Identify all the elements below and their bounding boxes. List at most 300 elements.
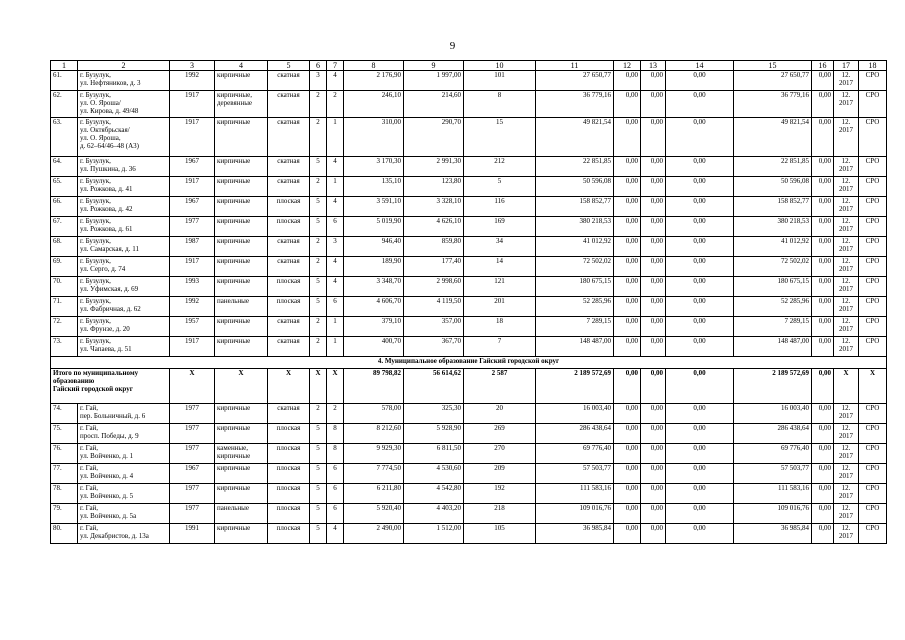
cell-c7: 4 — [327, 277, 344, 297]
cell-year: 1917 — [170, 257, 215, 277]
cell-c17: 12. 2017 — [834, 177, 859, 197]
cell-c7: 4 — [327, 71, 344, 91]
cell-n: 64. — [51, 157, 78, 177]
cell-c16: 0,00 — [812, 424, 834, 444]
cell-year: 1977 — [170, 444, 215, 464]
cell-c7: 4 — [327, 157, 344, 177]
cell-walls: кирпичные — [215, 277, 268, 297]
cell-c11: 69 776,40 — [536, 444, 614, 464]
table-row — [51, 504, 887, 524]
table-row — [51, 91, 887, 118]
column-number-row — [51, 61, 887, 71]
cell-n: 69. — [51, 257, 78, 277]
cell-c6: 5 — [310, 297, 327, 317]
cell-walls: кирпичные — [215, 257, 268, 277]
cell-year: 1917 — [170, 91, 215, 118]
cell-c12: 0,00 — [614, 337, 641, 357]
table-body — [51, 61, 887, 544]
cell-c16: 0,00 — [812, 197, 834, 217]
cell-c16: 0,00 — [812, 444, 834, 464]
cell-c12: 0,00 — [614, 157, 641, 177]
cell-c15: 111 583,16 — [734, 484, 812, 504]
cell-c9: 3 328,10 — [404, 197, 464, 217]
column-number: 10 — [464, 61, 536, 71]
cell-c12: 0,00 — [614, 257, 641, 277]
total-row — [51, 369, 887, 404]
cell-addr: г. Бузулук, ул. Фрунзе, д. 20 — [78, 317, 170, 337]
cell-addr: г. Бузулук, ул. Рожкова, д. 41 — [78, 177, 170, 197]
cell-c12: 0,00 — [614, 197, 641, 217]
cell-year: 1917 — [170, 118, 215, 157]
cell-roof: скатная — [268, 91, 310, 118]
cell-c9: 177,40 — [404, 257, 464, 277]
table-row — [51, 297, 887, 317]
cell-c12: 0,00 — [614, 404, 641, 424]
column-number: 3 — [170, 61, 215, 71]
cell-roof: скатная — [268, 404, 310, 424]
cell-addr: г. Бузулук, ул. Октябрьская/ ул. О. Яроша, д. 62–64/46–48 (А3) — [78, 118, 170, 157]
cell-c18: СРО — [859, 71, 887, 91]
cell-addr: г. Бузулук, ул. Пушкина, д. 36 — [78, 157, 170, 177]
cell-c10: 212 — [464, 157, 536, 177]
cell-c16: 0,00 — [812, 177, 834, 197]
cell-c15: 69 776,40 — [734, 444, 812, 464]
cell-c13: 0,00 — [641, 197, 666, 217]
cell-c13: 0,00 — [641, 524, 666, 544]
cell-c8: 5 019,90 — [344, 217, 404, 237]
table-row — [51, 484, 887, 504]
cell-c6: 5 — [310, 524, 327, 544]
cell-c17: 12. 2017 — [834, 91, 859, 118]
cell-c13: 0,00 — [641, 91, 666, 118]
cell-c13: 0,00 — [641, 504, 666, 524]
cell-c15: 380 218,53 — [734, 217, 812, 237]
cell-n: 67. — [51, 217, 78, 237]
total-c13: 0,00 — [641, 369, 666, 404]
column-number: 14 — [666, 61, 734, 71]
cell-n: 78. — [51, 484, 78, 504]
cell-walls: кирпичные — [215, 177, 268, 197]
column-number: 17 — [834, 61, 859, 71]
cell-c13: 0,00 — [641, 424, 666, 444]
cell-c12: 0,00 — [614, 464, 641, 484]
cell-c11: 180 675,15 — [536, 277, 614, 297]
cell-c7: 8 — [327, 444, 344, 464]
cell-c14: 0,00 — [666, 157, 734, 177]
cell-c15: 41 012,92 — [734, 237, 812, 257]
table-row — [51, 217, 887, 237]
cell-c15: 7 289,15 — [734, 317, 812, 337]
cell-c8: 246,10 — [344, 91, 404, 118]
cell-c18: СРО — [859, 297, 887, 317]
cell-c9: 6 811,50 — [404, 444, 464, 464]
cell-c18: СРО — [859, 464, 887, 484]
cell-c6: 2 — [310, 91, 327, 118]
cell-addr: г. Бузулук, ул. Рожкова, д. 61 — [78, 217, 170, 237]
cell-c16: 0,00 — [812, 217, 834, 237]
cell-c8: 400,70 — [344, 337, 404, 357]
cell-addr: г. Бузулук, ул. О. Яроша/ ул. Кирова, д. 49/48 — [78, 91, 170, 118]
cell-c10: 34 — [464, 237, 536, 257]
cell-year: 1917 — [170, 337, 215, 357]
cell-c9: 357,00 — [404, 317, 464, 337]
cell-c12: 0,00 — [614, 524, 641, 544]
cell-c8: 310,00 — [344, 118, 404, 157]
cell-year: 1977 — [170, 404, 215, 424]
cell-c10: 14 — [464, 257, 536, 277]
cell-c14: 0,00 — [666, 118, 734, 157]
cell-n: 76. — [51, 444, 78, 464]
cell-c17: 12. 2017 — [834, 504, 859, 524]
column-number: 5 — [268, 61, 310, 71]
cell-c10: 169 — [464, 217, 536, 237]
cell-c14: 0,00 — [666, 464, 734, 484]
cell-c15: 286 438,64 — [734, 424, 812, 444]
cell-c10: 15 — [464, 118, 536, 157]
cell-c9: 325,30 — [404, 404, 464, 424]
cell-c14: 0,00 — [666, 317, 734, 337]
cell-addr: г. Бузулук, ул. Рожкова, д. 42 — [78, 197, 170, 217]
table-row — [51, 257, 887, 277]
cell-c9: 123,80 — [404, 177, 464, 197]
cell-c12: 0,00 — [614, 177, 641, 197]
cell-addr: г. Гай, пер. Больничный, д. 6 — [78, 404, 170, 424]
cell-c17: 12. 2017 — [834, 157, 859, 177]
cell-year: 1957 — [170, 317, 215, 337]
cell-c11: 50 596,08 — [536, 177, 614, 197]
total-c8: 89 798,82 — [344, 369, 404, 404]
cell-addr: г. Гай, ул. Войченко, д. 5 — [78, 484, 170, 504]
cell-c15: 49 821,54 — [734, 118, 812, 157]
cell-c16: 0,00 — [812, 404, 834, 424]
total-c15: 2 189 572,69 — [734, 369, 812, 404]
cell-c18: СРО — [859, 484, 887, 504]
cell-c14: 0,00 — [666, 424, 734, 444]
page-number: 9 — [449, 40, 456, 52]
table-row — [51, 424, 887, 444]
cell-c6: 2 — [310, 404, 327, 424]
cell-c16: 0,00 — [812, 71, 834, 91]
cell-c10: 5 — [464, 177, 536, 197]
cell-c17: 12. 2017 — [834, 118, 859, 157]
cell-c16: 0,00 — [812, 277, 834, 297]
cell-c14: 0,00 — [666, 257, 734, 277]
cell-c6: 5 — [310, 277, 327, 297]
cell-c16: 0,00 — [812, 337, 834, 357]
cell-roof: плоская — [268, 277, 310, 297]
cell-n: 77. — [51, 464, 78, 484]
cell-c6: 2 — [310, 317, 327, 337]
cell-c10: 209 — [464, 464, 536, 484]
cell-c6: 5 — [310, 424, 327, 444]
cell-c12: 0,00 — [614, 118, 641, 157]
cell-c15: 52 285,96 — [734, 297, 812, 317]
cell-year: 1993 — [170, 277, 215, 297]
cell-addr: г. Гай, ул. Войченко, д. 4 — [78, 464, 170, 484]
cell-c6: 5 — [310, 464, 327, 484]
cell-c18: СРО — [859, 197, 887, 217]
cell-c11: 16 003,40 — [536, 404, 614, 424]
cell-c6: 2 — [310, 237, 327, 257]
cell-c6: 2 — [310, 118, 327, 157]
cell-c13: 0,00 — [641, 177, 666, 197]
cell-c13: 0,00 — [641, 444, 666, 464]
cell-c9: 2 991,30 — [404, 157, 464, 177]
cell-year: 1967 — [170, 197, 215, 217]
cell-c7: 6 — [327, 217, 344, 237]
cell-c9: 4 626,10 — [404, 217, 464, 237]
cell-c6: 2 — [310, 177, 327, 197]
cell-c15: 57 503,77 — [734, 464, 812, 484]
cell-roof: плоская — [268, 504, 310, 524]
cell-c13: 0,00 — [641, 71, 666, 91]
cell-n: 62. — [51, 91, 78, 118]
cell-walls: кирпичные — [215, 337, 268, 357]
column-number: 9 — [404, 61, 464, 71]
cell-c10: 8 — [464, 91, 536, 118]
cell-c12: 0,00 — [614, 71, 641, 91]
cell-c11: 148 487,00 — [536, 337, 614, 357]
cell-c18: СРО — [859, 118, 887, 157]
cell-c17: 12. 2017 — [834, 197, 859, 217]
cell-c6: 5 — [310, 157, 327, 177]
cell-c12: 0,00 — [614, 217, 641, 237]
cell-c15: 22 851,85 — [734, 157, 812, 177]
cell-c8: 6 211,80 — [344, 484, 404, 504]
cell-year: 1967 — [170, 157, 215, 177]
table-row — [51, 197, 887, 217]
total-x: X — [834, 369, 859, 404]
cell-walls: кирпичные — [215, 404, 268, 424]
column-number: 4 — [215, 61, 268, 71]
cell-c11: 286 438,64 — [536, 424, 614, 444]
cell-roof: скатная — [268, 237, 310, 257]
cell-c8: 135,10 — [344, 177, 404, 197]
cell-c11: 7 289,15 — [536, 317, 614, 337]
cell-c16: 0,00 — [812, 257, 834, 277]
housing-register-table — [50, 60, 887, 544]
cell-walls: кирпичные, деревянные — [215, 91, 268, 118]
cell-c18: СРО — [859, 524, 887, 544]
cell-c7: 1 — [327, 317, 344, 337]
cell-c6: 3 — [310, 71, 327, 91]
cell-c14: 0,00 — [666, 237, 734, 257]
table-row — [51, 464, 887, 484]
cell-c7: 2 — [327, 404, 344, 424]
cell-c15: 50 596,08 — [734, 177, 812, 197]
cell-roof: скатная — [268, 157, 310, 177]
column-number: 2 — [78, 61, 170, 71]
cell-c18: СРО — [859, 424, 887, 444]
cell-n: 80. — [51, 524, 78, 544]
cell-c18: СРО — [859, 217, 887, 237]
table-row — [51, 157, 887, 177]
cell-c11: 41 012,92 — [536, 237, 614, 257]
column-number: 11 — [536, 61, 614, 71]
cell-c10: 105 — [464, 524, 536, 544]
cell-c8: 3 170,30 — [344, 157, 404, 177]
cell-c12: 0,00 — [614, 237, 641, 257]
cell-c14: 0,00 — [666, 404, 734, 424]
cell-c14: 0,00 — [666, 337, 734, 357]
cell-c15: 109 016,76 — [734, 504, 812, 524]
cell-c8: 7 774,50 — [344, 464, 404, 484]
cell-c9: 1 997,00 — [404, 71, 464, 91]
cell-c13: 0,00 — [641, 464, 666, 484]
cell-c18: СРО — [859, 237, 887, 257]
cell-year: 1992 — [170, 71, 215, 91]
cell-c15: 36 985,84 — [734, 524, 812, 544]
cell-c9: 4 403,20 — [404, 504, 464, 524]
cell-c7: 4 — [327, 257, 344, 277]
cell-walls: кирпичные — [215, 237, 268, 257]
cell-c10: 20 — [464, 404, 536, 424]
cell-c16: 0,00 — [812, 464, 834, 484]
cell-c7: 6 — [327, 484, 344, 504]
cell-c17: 12. 2017 — [834, 484, 859, 504]
cell-c6: 2 — [310, 257, 327, 277]
cell-year: 1967 — [170, 464, 215, 484]
cell-c6: 5 — [310, 444, 327, 464]
cell-c10: 18 — [464, 317, 536, 337]
column-number: 6 — [310, 61, 327, 71]
cell-addr: г. Бузулук, ул. Самарская, д. 11 — [78, 237, 170, 257]
cell-c7: 6 — [327, 504, 344, 524]
cell-c14: 0,00 — [666, 277, 734, 297]
cell-c16: 0,00 — [812, 524, 834, 544]
table-row — [51, 177, 887, 197]
column-number: 8 — [344, 61, 404, 71]
cell-c9: 5 928,90 — [404, 424, 464, 444]
cell-c11: 72 502,02 — [536, 257, 614, 277]
cell-c16: 0,00 — [812, 157, 834, 177]
cell-addr: г. Бузулук, ул. Чапаева, д. 51 — [78, 337, 170, 357]
cell-c8: 3 348,70 — [344, 277, 404, 297]
cell-c9: 290,70 — [404, 118, 464, 157]
cell-c13: 0,00 — [641, 118, 666, 157]
cell-walls: каменные, кирпичные — [215, 444, 268, 464]
cell-c15: 148 487,00 — [734, 337, 812, 357]
cell-c9: 2 998,60 — [404, 277, 464, 297]
total-x: X — [327, 369, 344, 404]
cell-year: 1977 — [170, 504, 215, 524]
cell-roof: скатная — [268, 177, 310, 197]
total-x: X — [310, 369, 327, 404]
cell-c17: 12. 2017 — [834, 257, 859, 277]
total-c12: 0,00 — [614, 369, 641, 404]
cell-c6: 5 — [310, 217, 327, 237]
cell-c9: 1 512,00 — [404, 524, 464, 544]
cell-c7: 1 — [327, 177, 344, 197]
total-c10: 2 587 — [464, 369, 536, 404]
cell-c18: СРО — [859, 504, 887, 524]
cell-c8: 2 490,00 — [344, 524, 404, 544]
cell-c18: СРО — [859, 444, 887, 464]
cell-c12: 0,00 — [614, 91, 641, 118]
cell-c13: 0,00 — [641, 257, 666, 277]
column-number: 13 — [641, 61, 666, 71]
total-x: X — [268, 369, 310, 404]
cell-walls: кирпичные — [215, 217, 268, 237]
cell-c11: 49 821,54 — [536, 118, 614, 157]
cell-c7: 6 — [327, 464, 344, 484]
cell-n: 65. — [51, 177, 78, 197]
cell-walls: кирпичные — [215, 118, 268, 157]
cell-c13: 0,00 — [641, 277, 666, 297]
column-number: 7 — [327, 61, 344, 71]
cell-year: 1917 — [170, 177, 215, 197]
cell-c6: 5 — [310, 504, 327, 524]
cell-c10: 7 — [464, 337, 536, 357]
cell-c18: СРО — [859, 177, 887, 197]
cell-c8: 3 591,10 — [344, 197, 404, 217]
cell-walls: кирпичные — [215, 464, 268, 484]
cell-c11: 36 779,16 — [536, 91, 614, 118]
cell-walls: кирпичные — [215, 524, 268, 544]
cell-c14: 0,00 — [666, 484, 734, 504]
table-row — [51, 317, 887, 337]
cell-walls: кирпичные — [215, 484, 268, 504]
cell-addr: г. Гай, ул. Декабристов, д. 13а — [78, 524, 170, 544]
cell-c8: 5 920,40 — [344, 504, 404, 524]
cell-c6: 5 — [310, 484, 327, 504]
cell-c14: 0,00 — [666, 297, 734, 317]
cell-c12: 0,00 — [614, 277, 641, 297]
cell-c6: 5 — [310, 197, 327, 217]
cell-c18: СРО — [859, 91, 887, 118]
cell-addr: г. Бузулук, ул. Нефтяников, д. 3 — [78, 71, 170, 91]
cell-c18: СРО — [859, 404, 887, 424]
cell-c16: 0,00 — [812, 118, 834, 157]
cell-year: 1987 — [170, 237, 215, 257]
cell-n: 72. — [51, 317, 78, 337]
cell-walls: панельные — [215, 297, 268, 317]
cell-c8: 946,40 — [344, 237, 404, 257]
cell-c9: 4 542,80 — [404, 484, 464, 504]
cell-c12: 0,00 — [614, 444, 641, 464]
cell-roof: плоская — [268, 484, 310, 504]
cell-c7: 1 — [327, 337, 344, 357]
cell-c10: 218 — [464, 504, 536, 524]
cell-c11: 52 285,96 — [536, 297, 614, 317]
column-number: 1 — [51, 61, 78, 71]
cell-c13: 0,00 — [641, 404, 666, 424]
total-x: X — [859, 369, 887, 404]
cell-c13: 0,00 — [641, 157, 666, 177]
cell-n: 73. — [51, 337, 78, 357]
cell-addr: г. Бузулук, ул. Уфимская, д. 69 — [78, 277, 170, 297]
cell-c11: 36 985,84 — [536, 524, 614, 544]
cell-n: 63. — [51, 118, 78, 157]
cell-addr: г. Бузулук, ул. Фабричная, д. 62 — [78, 297, 170, 317]
cell-c9: 4 119,50 — [404, 297, 464, 317]
cell-c8: 379,10 — [344, 317, 404, 337]
cell-n: 71. — [51, 297, 78, 317]
cell-roof: скатная — [268, 118, 310, 157]
cell-c11: 380 218,53 — [536, 217, 614, 237]
cell-c15: 16 003,40 — [734, 404, 812, 424]
cell-c17: 12. 2017 — [834, 237, 859, 257]
cell-roof: скатная — [268, 257, 310, 277]
cell-c10: 192 — [464, 484, 536, 504]
cell-year: 1977 — [170, 484, 215, 504]
cell-walls: кирпичные — [215, 197, 268, 217]
cell-c10: 116 — [464, 197, 536, 217]
cell-c16: 0,00 — [812, 297, 834, 317]
cell-c8: 9 929,30 — [344, 444, 404, 464]
cell-year: 1977 — [170, 424, 215, 444]
cell-c13: 0,00 — [641, 317, 666, 337]
